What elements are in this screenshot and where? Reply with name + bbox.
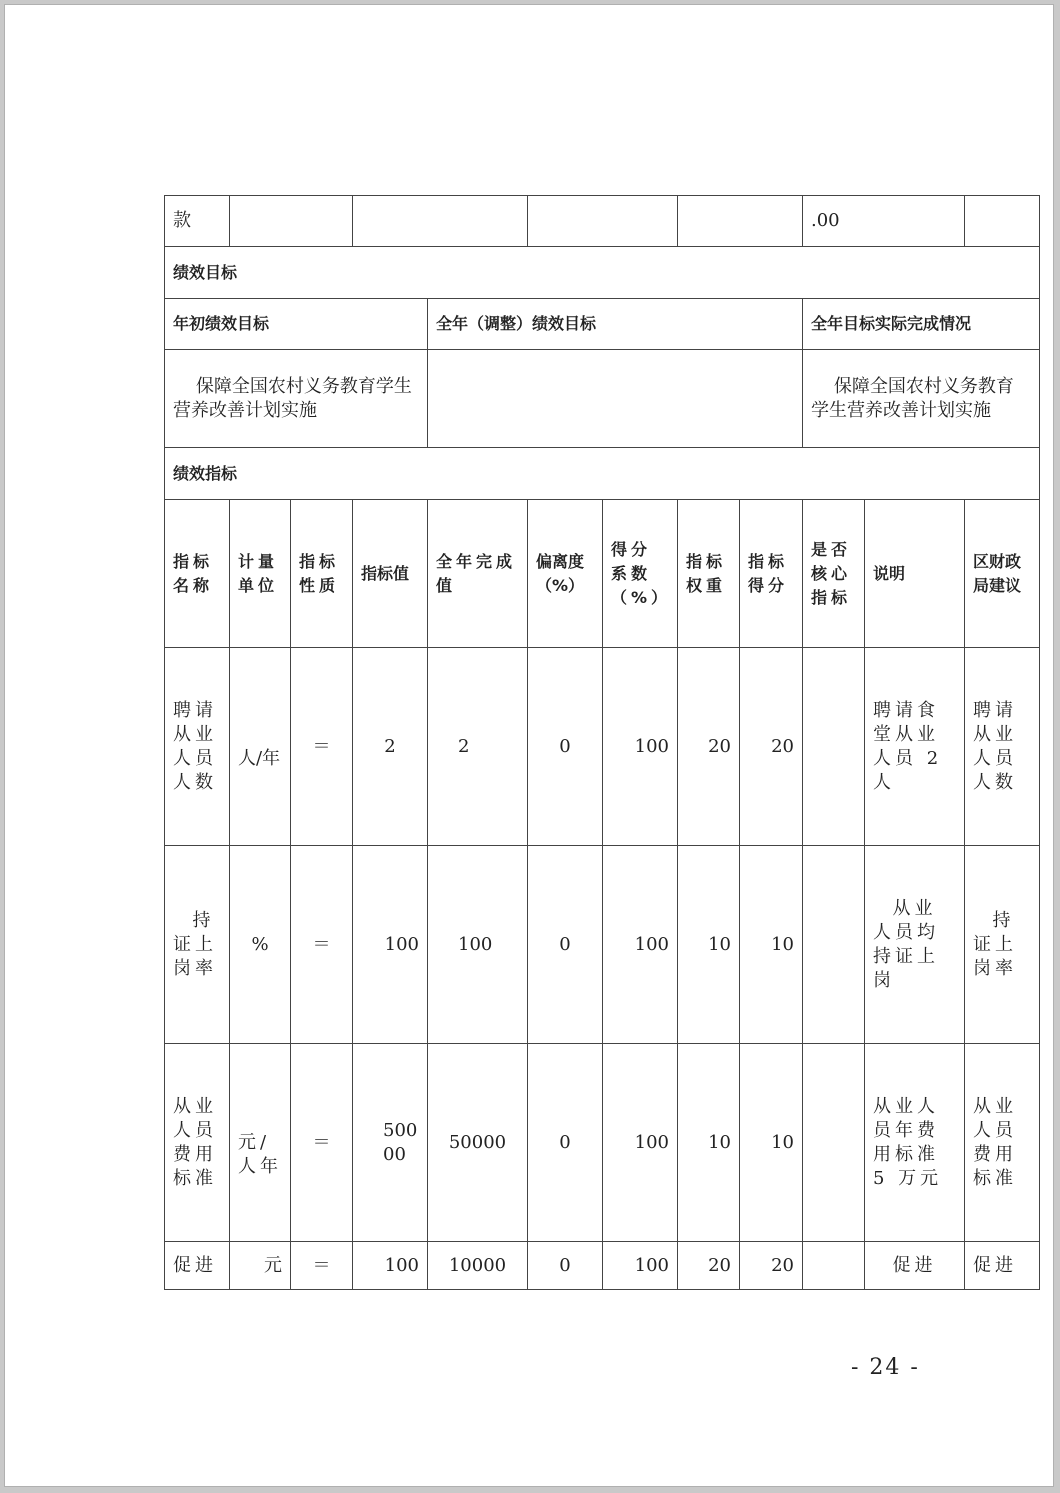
indicator-target: 2: [353, 648, 428, 846]
header-note: 说明: [865, 500, 965, 648]
indicator-score: 10: [740, 846, 803, 1044]
header-target-value: 指标值: [353, 500, 428, 648]
indicator-note: 聘请食堂从业人员 2 人: [865, 648, 965, 846]
indicator-suggestion: 促进: [965, 1242, 1040, 1290]
blank-cell: [230, 196, 353, 247]
table-row: [165, 1044, 1040, 1242]
indicator-score: 20: [740, 648, 803, 846]
indicator-nature: ＝: [291, 846, 353, 1044]
indicator-target: 100: [353, 1242, 428, 1290]
performance-table: [164, 195, 1040, 1290]
header-nature: 指标性质: [291, 500, 353, 648]
indicator-name: 聘请从业人员人数: [165, 648, 230, 846]
goal-value-adjusted: [428, 350, 803, 448]
indicator-unit: 元: [230, 1242, 291, 1290]
category-cell: 款: [165, 196, 230, 247]
blank-cell: [678, 196, 803, 247]
goal-value-initial: 保障全国农村义务教育学生营养改善计划实施: [165, 350, 428, 448]
indicator-actual: 100: [428, 846, 528, 1044]
indicator-nature: ＝: [291, 648, 353, 846]
indicator-weight: 20: [678, 1242, 740, 1290]
goal-header-adjusted: 全年（调整）绩效目标: [428, 299, 803, 350]
goal-header-actual: 全年目标实际完成情况: [803, 299, 1040, 350]
indicator-note: 促进: [865, 1242, 965, 1290]
indicator-coefficient: 100: [603, 846, 678, 1044]
table-row: [165, 648, 1040, 846]
goal-value-row: [165, 350, 1040, 448]
indicator-name: 持证上岗率: [165, 846, 230, 1044]
indicator-coefficient: 100: [603, 1242, 678, 1290]
blank-cell: [965, 196, 1040, 247]
section-row-indicators: [165, 448, 1040, 500]
indicator-coefficient: 100: [603, 648, 678, 846]
indicator-target: 100: [353, 846, 428, 1044]
top-row: [165, 196, 1040, 247]
indicator-suggestion: 聘请从业人员人数: [965, 648, 1040, 846]
header-core: 是否核心指标: [803, 500, 865, 648]
indicator-core: [803, 1242, 865, 1290]
indicator-unit: 人/年: [230, 648, 291, 846]
indicator-score: 10: [740, 1044, 803, 1242]
indicator-actual: 50000: [428, 1044, 528, 1242]
indicator-deviation: 0: [528, 846, 603, 1044]
goal-header-initial: 年初绩效目标: [165, 299, 428, 350]
blank-cell: [353, 196, 528, 247]
section-row-goals: [165, 247, 1040, 299]
indicator-actual: 10000: [428, 1242, 528, 1290]
indicator-core: [803, 648, 865, 846]
header-weight: 指标权重: [678, 500, 740, 648]
document-page: [4, 4, 1054, 1487]
indicator-actual: 2: [428, 648, 528, 846]
indicator-name: 促进: [165, 1242, 230, 1290]
indicator-deviation: 0: [528, 1044, 603, 1242]
indicator-unit: 元/人年: [230, 1044, 291, 1242]
page-number: - 24 -: [851, 1355, 920, 1380]
indicator-suggestion: 持证上岗率: [965, 846, 1040, 1044]
indicator-coefficient: 100: [603, 1044, 678, 1242]
indicator-header-row: [165, 500, 1040, 648]
goal-value-actual: 保障全国农村义务教育学生营养改善计划实施: [803, 350, 1040, 448]
header-coefficient: 得分系数（%）: [603, 500, 678, 648]
section-title-indicators: 绩效指标: [165, 448, 1040, 500]
header-deviation: 偏离度（%）: [528, 500, 603, 648]
indicator-score: 20: [740, 1242, 803, 1290]
header-suggestion: 区财政局建议: [965, 500, 1040, 648]
section-title-goals: 绩效目标: [165, 247, 1040, 299]
indicator-deviation: 0: [528, 1242, 603, 1290]
indicator-suggestion: 从业人员费用标准: [965, 1044, 1040, 1242]
indicator-nature: ＝: [291, 1242, 353, 1290]
indicator-core: [803, 1044, 865, 1242]
amount-cell: .00: [803, 196, 965, 247]
header-indicator-name: 指标名称: [165, 500, 230, 648]
blank-cell: [528, 196, 678, 247]
table-row: [165, 846, 1040, 1044]
indicator-target: 50000: [353, 1044, 428, 1242]
header-actual-value: 全年完成值: [428, 500, 528, 648]
table-row: [165, 1242, 1040, 1290]
indicator-weight: 20: [678, 648, 740, 846]
indicator-deviation: 0: [528, 648, 603, 846]
header-score: 指标得分: [740, 500, 803, 648]
indicator-weight: 10: [678, 1044, 740, 1242]
indicator-nature: ＝: [291, 1044, 353, 1242]
goal-header-row: [165, 299, 1040, 350]
header-unit: 计量单位: [230, 500, 291, 648]
indicator-weight: 10: [678, 846, 740, 1044]
indicator-name: 从业人员费用标准: [165, 1044, 230, 1242]
indicator-note: 从业人员均持证上岗: [865, 846, 965, 1044]
indicator-core: [803, 846, 865, 1044]
indicator-note: 从业人员年费用标准 5 万元: [865, 1044, 965, 1242]
indicator-unit: %: [230, 846, 291, 1044]
